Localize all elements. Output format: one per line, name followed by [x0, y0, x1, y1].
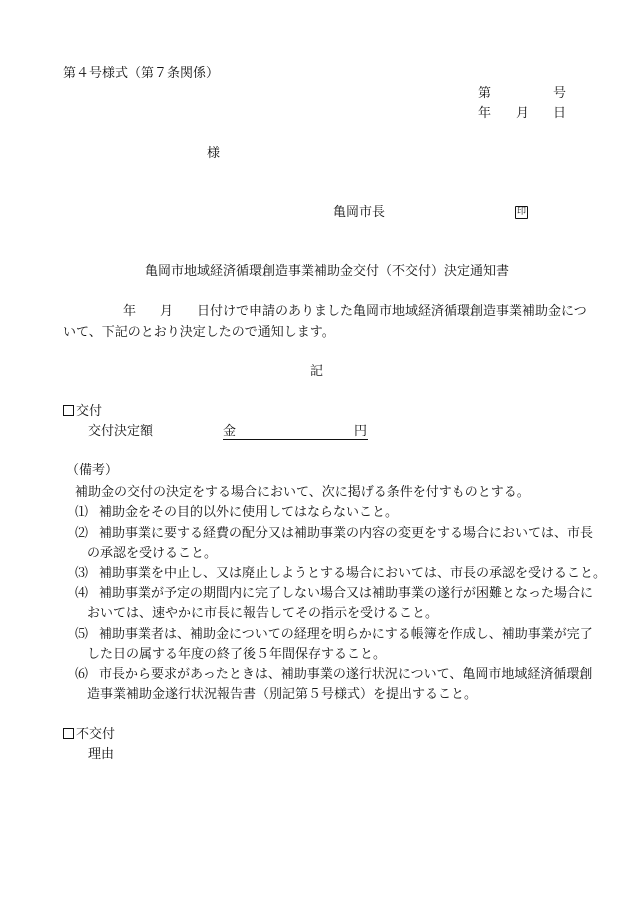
grant-checkbox[interactable]: [63, 405, 74, 416]
note-4-num: ⑷: [75, 586, 89, 601]
document-title: 亀岡市地域経済循環創造事業補助金交付（不交付）決定通知書: [145, 264, 510, 279]
note-3-line-1: 補助事業を中止し、又は廃止しようとする場合においては、市長の承認を受けること。: [99, 566, 607, 581]
seal-mark: 印: [516, 207, 526, 217]
date-day: 日: [553, 106, 567, 121]
intro-line1: 日付けで申請のありました亀岡市地域経済循環創造事業補助金につ: [197, 304, 587, 319]
note-5-num: ⑸: [75, 627, 89, 642]
note-4-line-2: おいては、速やかに市長に報告してその指示を受けること。: [87, 606, 439, 621]
intro-year: 年: [123, 304, 137, 319]
amount-prefix: 金: [223, 424, 237, 439]
date-month: 月: [516, 106, 530, 121]
note-2-line-2: の承認を受けること。: [87, 546, 218, 561]
note-1-line-1: 補助金をその目的以外に使用してはならないこと。: [99, 505, 399, 520]
notes-intro: 補助金の交付の決定をする場合において、次に掲げる条件を付すものとする。: [75, 485, 530, 500]
notes-heading: （備考）: [66, 463, 119, 478]
non-grant-label: 不交付: [76, 727, 116, 742]
date-year: 年: [478, 106, 492, 121]
doc-number-prefix: 第: [478, 86, 492, 101]
grant-option: [63, 404, 102, 420]
note-3-num: ⑶: [75, 566, 89, 581]
issuer-name: 亀岡市長: [333, 205, 386, 220]
intro-line2: いて、下記のとおり決定したので通知します。: [63, 325, 335, 340]
note-1-num: ⑴: [75, 505, 89, 520]
addressee-honorific: 様: [207, 146, 221, 161]
reason-label: 理由: [88, 747, 115, 762]
ki-heading: 記: [310, 364, 324, 379]
intro-month: 月: [160, 304, 174, 319]
note-5-line-2: した日の属する年度の終了後５年間保存すること。: [87, 647, 387, 662]
note-2-num: ⑵: [75, 526, 89, 541]
note-6-num: ⑹: [75, 667, 89, 682]
amount-label: 交付決定額: [88, 424, 154, 439]
non-grant-option: [63, 727, 115, 743]
form-number: 第４号様式（第７条関係）: [63, 66, 220, 81]
note-6-line-1: 市長から要求があったときは、補助事業の遂行状況について、亀岡市地域経済循環創: [99, 667, 593, 682]
issuer-seal: [515, 205, 528, 221]
note-2-line-1: 補助事業に要する経費の配分又は補助事業の内容の変更をする場合においては、市長: [99, 526, 594, 541]
grant-label: 交付: [76, 404, 103, 419]
amount-suffix: 円: [354, 424, 368, 439]
note-4-line-1: 補助事業が予定の期間内に完了しない場合又は補助事業の遂行が困難となった場合に: [99, 586, 594, 601]
amount-underline: [223, 439, 368, 440]
note-5-line-1: 補助事業者は、補助金についての経理を明らかにする帳簿を作成し、補助事業が完了: [99, 627, 593, 642]
note-6-line-2: 造事業補助金遂行状況報告書（別記第５号様式）を提出すること。: [87, 687, 478, 702]
doc-number-suffix: 号: [553, 86, 567, 101]
non-grant-checkbox[interactable]: [63, 728, 74, 739]
